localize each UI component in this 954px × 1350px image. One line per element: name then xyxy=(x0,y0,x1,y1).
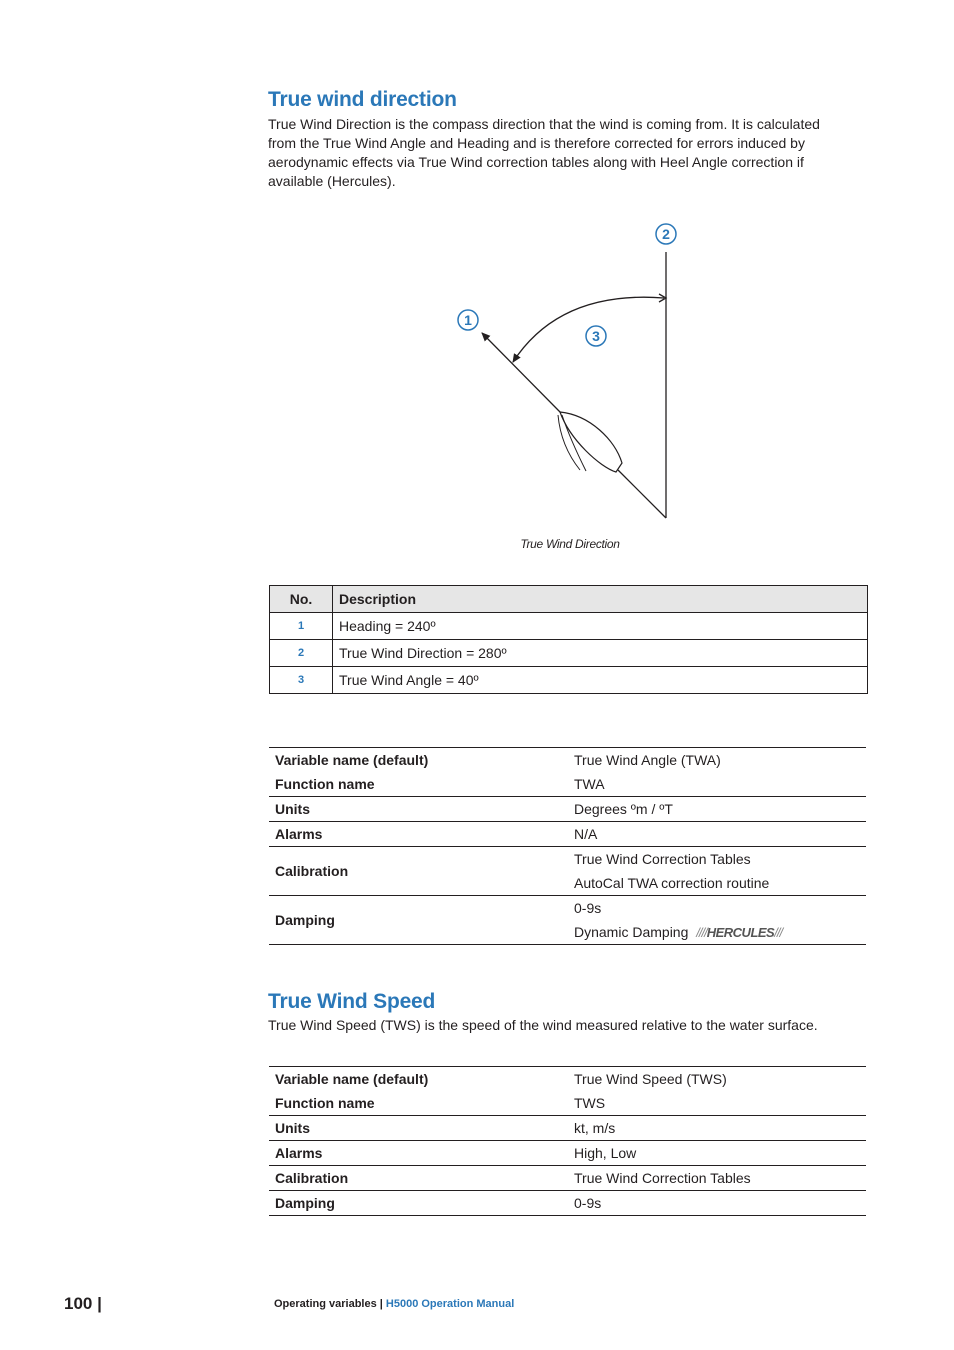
calibration-value: AutoCal TWA correction routine xyxy=(568,871,866,896)
alarms-label: Alarms xyxy=(269,1141,568,1166)
damping-value-dynamic xyxy=(568,920,866,945)
section-body-true-wind-speed: True Wind Speed (TWS) is the speed of the wind measured relative to the water surface. xyxy=(268,1017,818,1033)
boat-hull-icon xyxy=(560,412,622,472)
table-row xyxy=(269,1191,866,1216)
table-row xyxy=(269,748,866,773)
tws-variables-table xyxy=(269,1066,866,1216)
calibration-value: True Wind Correction Tables xyxy=(574,851,751,867)
table-row xyxy=(269,1141,866,1166)
heading-arrow xyxy=(482,333,560,412)
table-row xyxy=(269,772,866,797)
table-row xyxy=(270,640,868,667)
calibration-label: Calibration xyxy=(269,1166,568,1191)
table-row xyxy=(269,847,866,872)
function-name-value: TWS xyxy=(568,1091,866,1116)
hercules-logo: ////HERCULES/// xyxy=(696,925,783,941)
page-number: 100 | xyxy=(64,1294,102,1313)
svg-text:2: 2 xyxy=(662,226,670,242)
variable-name-label: Variable name (default) xyxy=(269,748,568,773)
true-wind-direction-diagram xyxy=(440,215,700,525)
table-row xyxy=(270,613,868,640)
legend-description: True Wind Direction = 280º xyxy=(333,640,868,667)
callout-legend-table xyxy=(269,585,868,694)
column-header-no: No. xyxy=(270,586,333,613)
table-row xyxy=(269,1166,866,1191)
table-row xyxy=(269,1091,866,1116)
damping-value: 0-9s xyxy=(574,900,602,916)
section-body-true-wind-direction: True Wind Direction is the compass direction that the wind is coming from. It is calculated from the True Wind Angle and Heading and is therefore corrected for errors induced by aerodynamic effects via True Wind correction tables along with Heel Angle correction if available (Hercules). xyxy=(268,116,820,189)
twa-variables-table xyxy=(269,747,866,945)
legend-number: 3 xyxy=(270,667,333,694)
legend-number: 1 xyxy=(270,613,333,640)
footer-running-title xyxy=(274,1298,514,1310)
units-value: kt, m/s xyxy=(568,1116,866,1141)
table-row xyxy=(269,1116,866,1141)
legend-number: 2 xyxy=(270,640,333,667)
footer-manual-title: H5000 Operation Manual xyxy=(385,1298,515,1310)
units-label: Units xyxy=(269,1116,568,1141)
variable-name-label: Variable name (default) xyxy=(269,1067,568,1092)
damping-label: Damping xyxy=(269,896,568,945)
alarms-value: N/A xyxy=(568,822,866,847)
callout-2-icon xyxy=(656,224,676,244)
function-name-value: TWA xyxy=(568,772,866,797)
column-header-description: Description xyxy=(333,586,868,613)
callout-3-icon xyxy=(586,326,606,346)
units-label: Units xyxy=(269,797,568,822)
alarms-label: Alarms xyxy=(269,822,568,847)
footer-chapter: Operating variables | xyxy=(274,1298,383,1310)
heading-line-stern xyxy=(618,470,666,518)
section-title-true-wind-speed: True Wind Speed xyxy=(268,990,436,1013)
svg-text:3: 3 xyxy=(592,328,600,344)
table-row xyxy=(269,797,866,822)
calibration-value: True Wind Correction Tables xyxy=(568,1166,866,1191)
callout-1-icon xyxy=(458,310,478,330)
function-name-label: Function name xyxy=(269,772,568,797)
calibration-label: Calibration xyxy=(269,847,568,896)
svg-text:1: 1 xyxy=(464,312,472,328)
damping-dynamic-text: Dynamic Damping xyxy=(574,923,689,940)
table-row xyxy=(269,822,866,847)
table-row xyxy=(270,667,868,694)
variable-name-value: True Wind Speed (TWS) xyxy=(568,1067,866,1092)
variable-name-value: True Wind Angle (TWA) xyxy=(568,748,866,773)
table-row xyxy=(269,1067,866,1092)
figure-caption: True Wind Direction xyxy=(520,537,620,551)
hercules-logo-text: HERCULES xyxy=(706,925,775,941)
legend-description: True Wind Angle = 40º xyxy=(333,667,868,694)
legend-description: Heading = 240º xyxy=(333,613,868,640)
damping-label: Damping xyxy=(269,1191,568,1216)
damping-value: 0-9s xyxy=(568,1191,866,1216)
section-title-true-wind-direction: True wind direction xyxy=(268,88,457,111)
units-value: Degrees ºm / ºT xyxy=(568,797,866,822)
function-name-label: Function name xyxy=(269,1091,568,1116)
table-header-row xyxy=(270,586,868,613)
table-row xyxy=(269,896,866,921)
alarms-value: High, Low xyxy=(568,1141,866,1166)
